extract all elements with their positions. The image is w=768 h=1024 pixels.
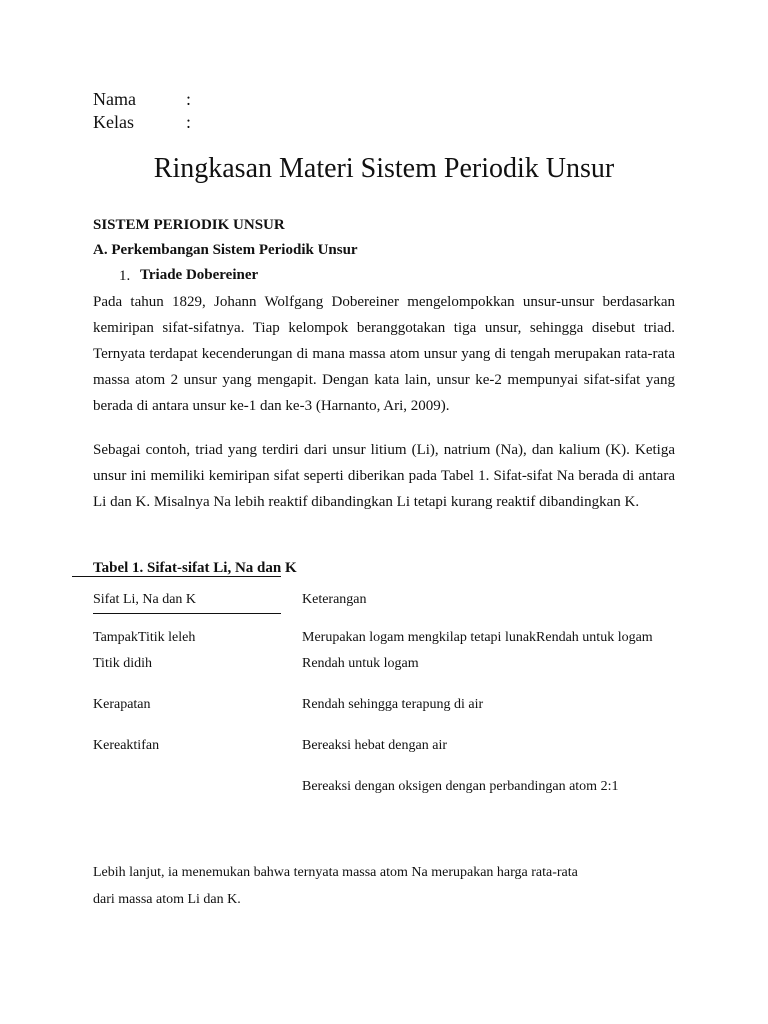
table-cell-left: Kereaktifan <box>93 738 160 753</box>
table-cell-right: Rendah sehingga terapung di air <box>302 697 484 712</box>
table-header-right: Keterangan <box>302 592 367 607</box>
closing-line-2: dari massa atom Li dan K. <box>93 892 241 907</box>
kelas-colon: : <box>186 112 192 132</box>
table-top-rule <box>72 576 281 577</box>
subsection-heading: A. Perkembangan Sistem Periodik Unsur <box>93 242 358 258</box>
nama-colon: : <box>186 89 192 109</box>
closing-line-1: Lebih lanjut, ia menemukan bahwa ternyata massa atom Na merupakan harga rata-rata <box>93 865 578 880</box>
table-cell-left: TampakTitik leleh <box>93 630 196 645</box>
document-title: Ringkasan Materi Sistem Periodik Unsur <box>153 153 615 184</box>
list-number: 1. <box>119 268 131 284</box>
kelas-label: Kelas <box>93 112 134 132</box>
table-cell-right: Merupakan logam mengkilap tetapi lunakRendah untuk logam <box>302 630 653 645</box>
table-header-left: Sifat Li, Na dan K <box>93 592 197 607</box>
table-cell-right: Rendah untuk logam <box>302 656 419 671</box>
table-cell-right: Bereaksi hebat dengan air <box>302 738 447 753</box>
table-cell-right: Bereaksi dengan oksigen dengan perbandingan atom 2:1 <box>302 779 619 794</box>
section-heading: SISTEM PERIODIK UNSUR <box>93 217 285 233</box>
paragraph-2: Sebagai contoh, triad yang terdiri dari unsur litium (Li), natrium (Na), dan kalium (K). Ketiga unsur ini memiliki kemiripan sifat seperti diberikan pada Tabel 1. Sifat-sifat Na berada di antara Li dan K. Misalnya Na lebih reaktif dibandingkan Li tetapi kurang reaktif dibandingkan K. <box>93 442 675 510</box>
paragraph-1: Pada tahun 1829, Johann Wolfgang Dobereiner mengelompokkan unsur-unsur berdasarkan kemiripan sifat-sifatnya. Tiap kelompok beranggotakan tiga unsur, sehingga disebut triad. Ternyata terdapat kecenderungan di mana massa atom unsur yang di tengah merupakan rata-rata massa atom 2 unsur yang mengapit. Dengan kata lain, unsur ke-2 mempunyai sifat-sifat yang berada di antara unsur ke-1 dan ke-3 (Harnanto, Ari, 2009). <box>93 294 675 414</box>
list-item-title: Triade Dobereiner <box>140 267 259 283</box>
table-cell-left: Kerapatan <box>93 697 151 712</box>
table-caption: Tabel 1. Sifat-sifat Li, Na dan K <box>93 560 297 576</box>
nama-label: Nama <box>93 89 136 109</box>
table-header-rule <box>93 613 281 614</box>
table-cell-left: Titik didih <box>93 656 153 671</box>
